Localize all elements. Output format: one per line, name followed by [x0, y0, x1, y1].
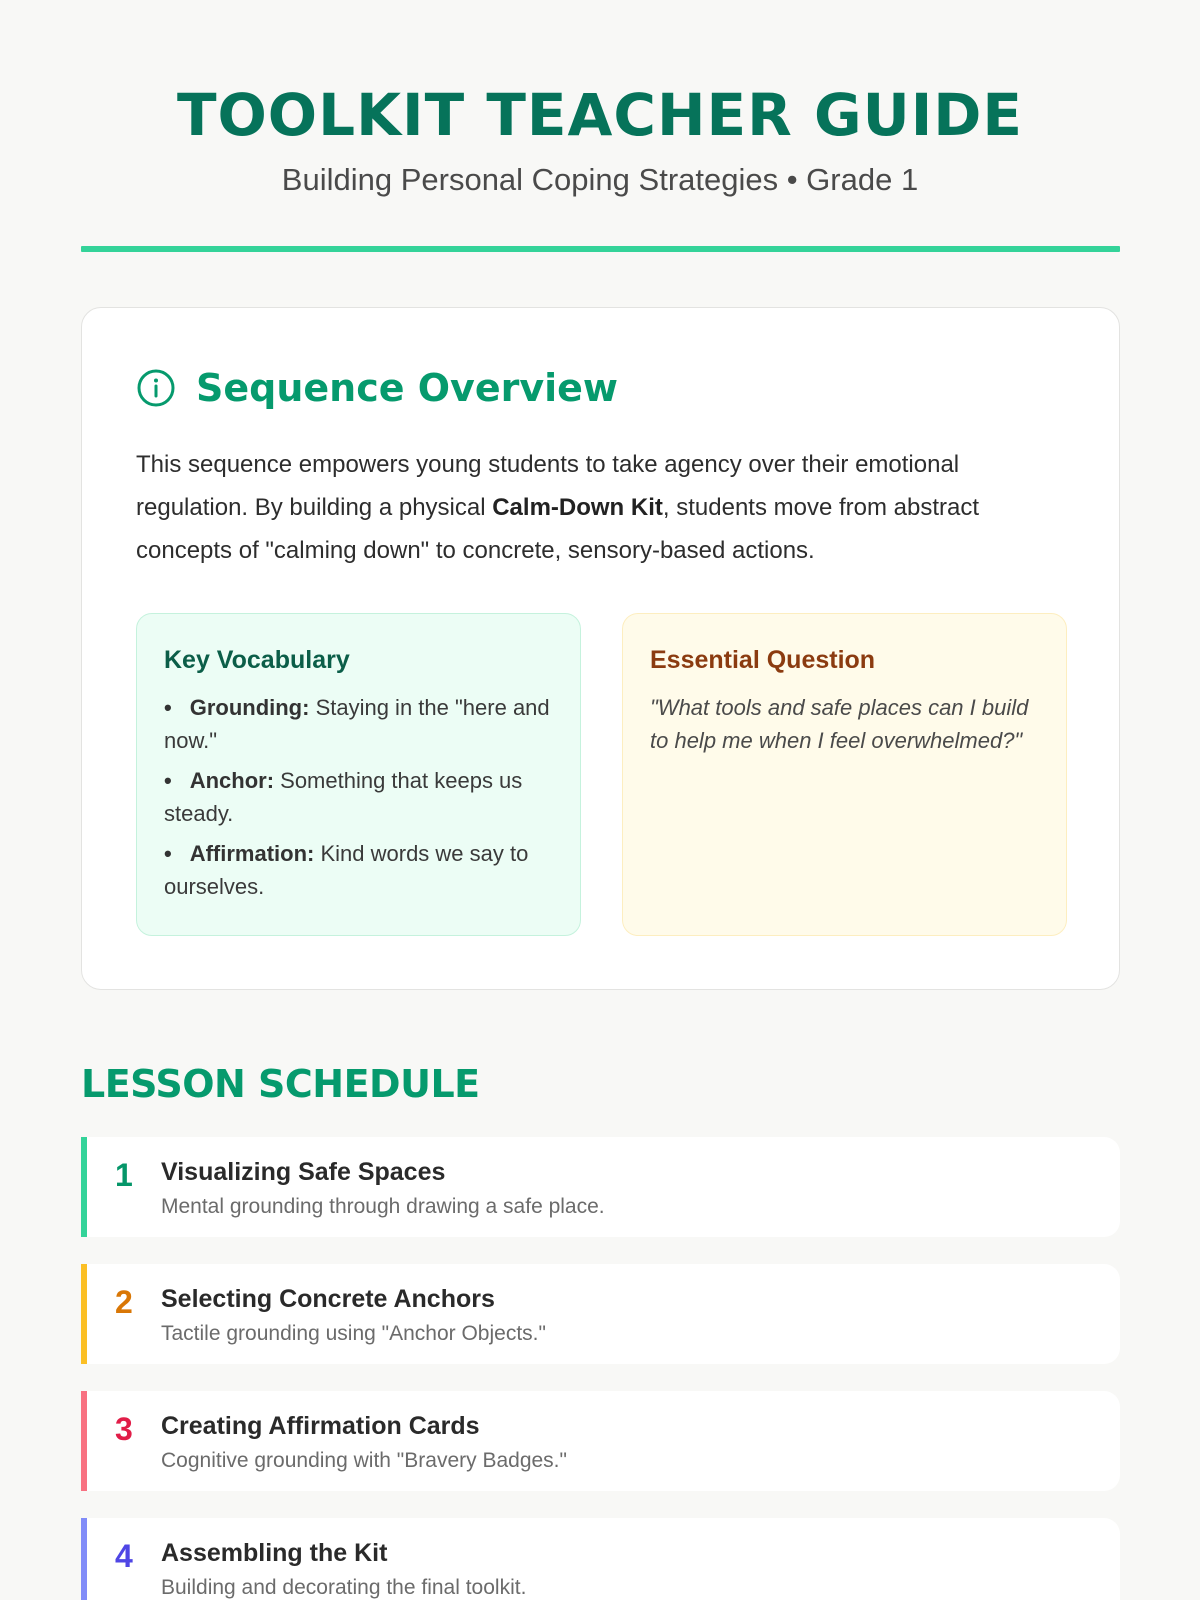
lesson-title: Visualizing Safe Spaces: [161, 1158, 446, 1186]
lesson-number: 4: [115, 1538, 133, 1574]
key-vocabulary-box: [136, 613, 581, 936]
lesson-number: 1: [115, 1157, 133, 1193]
essential-question-box: [622, 613, 1067, 936]
lesson-title: Creating Affirmation Cards: [161, 1412, 480, 1440]
vocabulary-item: • Anchor: Something that keeps us steady.: [164, 768, 523, 826]
lesson-description: Building and decorating the final toolkit.: [161, 1576, 527, 1599]
lesson-description: Tactile grounding using "Anchor Objects.": [161, 1322, 546, 1345]
lesson-title: Selecting Concrete Anchors: [161, 1285, 495, 1313]
header-divider: [81, 246, 1120, 252]
lesson-card-1[interactable]: [81, 1137, 1120, 1237]
lesson-schedule-title: LESSON SCHEDULE: [81, 1062, 480, 1106]
page-header: [0, 0, 1200, 200]
overview-description: This sequence empowers young students to take agency over their emotional regulation. By building a physical Calm-Down Kit, students move from abstract concepts of "calming down" to concrete, sensory-based actions.: [136, 451, 980, 564]
page-subtitle: Building Personal Coping Strategies • Grade 1: [281, 162, 919, 197]
lesson-card-4[interactable]: [81, 1518, 1120, 1600]
lesson-card-2[interactable]: [81, 1264, 1120, 1364]
calm-down-kit-term: Calm-Down Kit: [492, 494, 663, 521]
page-title: TOOLKIT TEACHER GUIDE: [176, 81, 1024, 149]
essential-question-title: Essential Question: [650, 646, 876, 674]
sequence-overview-card: [81, 307, 1120, 990]
vocabulary-item: • Affirmation: Kind words we say to ourselves.: [164, 841, 529, 899]
lesson-title: Assembling the Kit: [161, 1539, 388, 1567]
lesson-description: Mental grounding through drawing a safe place.: [161, 1195, 605, 1218]
essential-question-text: "What tools and safe places can I build to help me when I feel overwhelmed?": [650, 695, 1029, 753]
lesson-card-3[interactable]: [81, 1391, 1120, 1491]
vocabulary-list: [164, 691, 554, 903]
overview-title: Sequence Overview: [196, 366, 619, 410]
info-circle-icon: [136, 368, 176, 408]
vocabulary-item: • Grounding: Staying in the "here and now.": [164, 695, 550, 753]
lesson-number: 2: [115, 1284, 133, 1320]
lesson-number: 3: [115, 1411, 133, 1447]
overview-heading: [136, 366, 618, 410]
vocabulary-title: Key Vocabulary: [164, 646, 350, 674]
lesson-description: Cognitive grounding with "Bravery Badges.": [161, 1449, 567, 1472]
